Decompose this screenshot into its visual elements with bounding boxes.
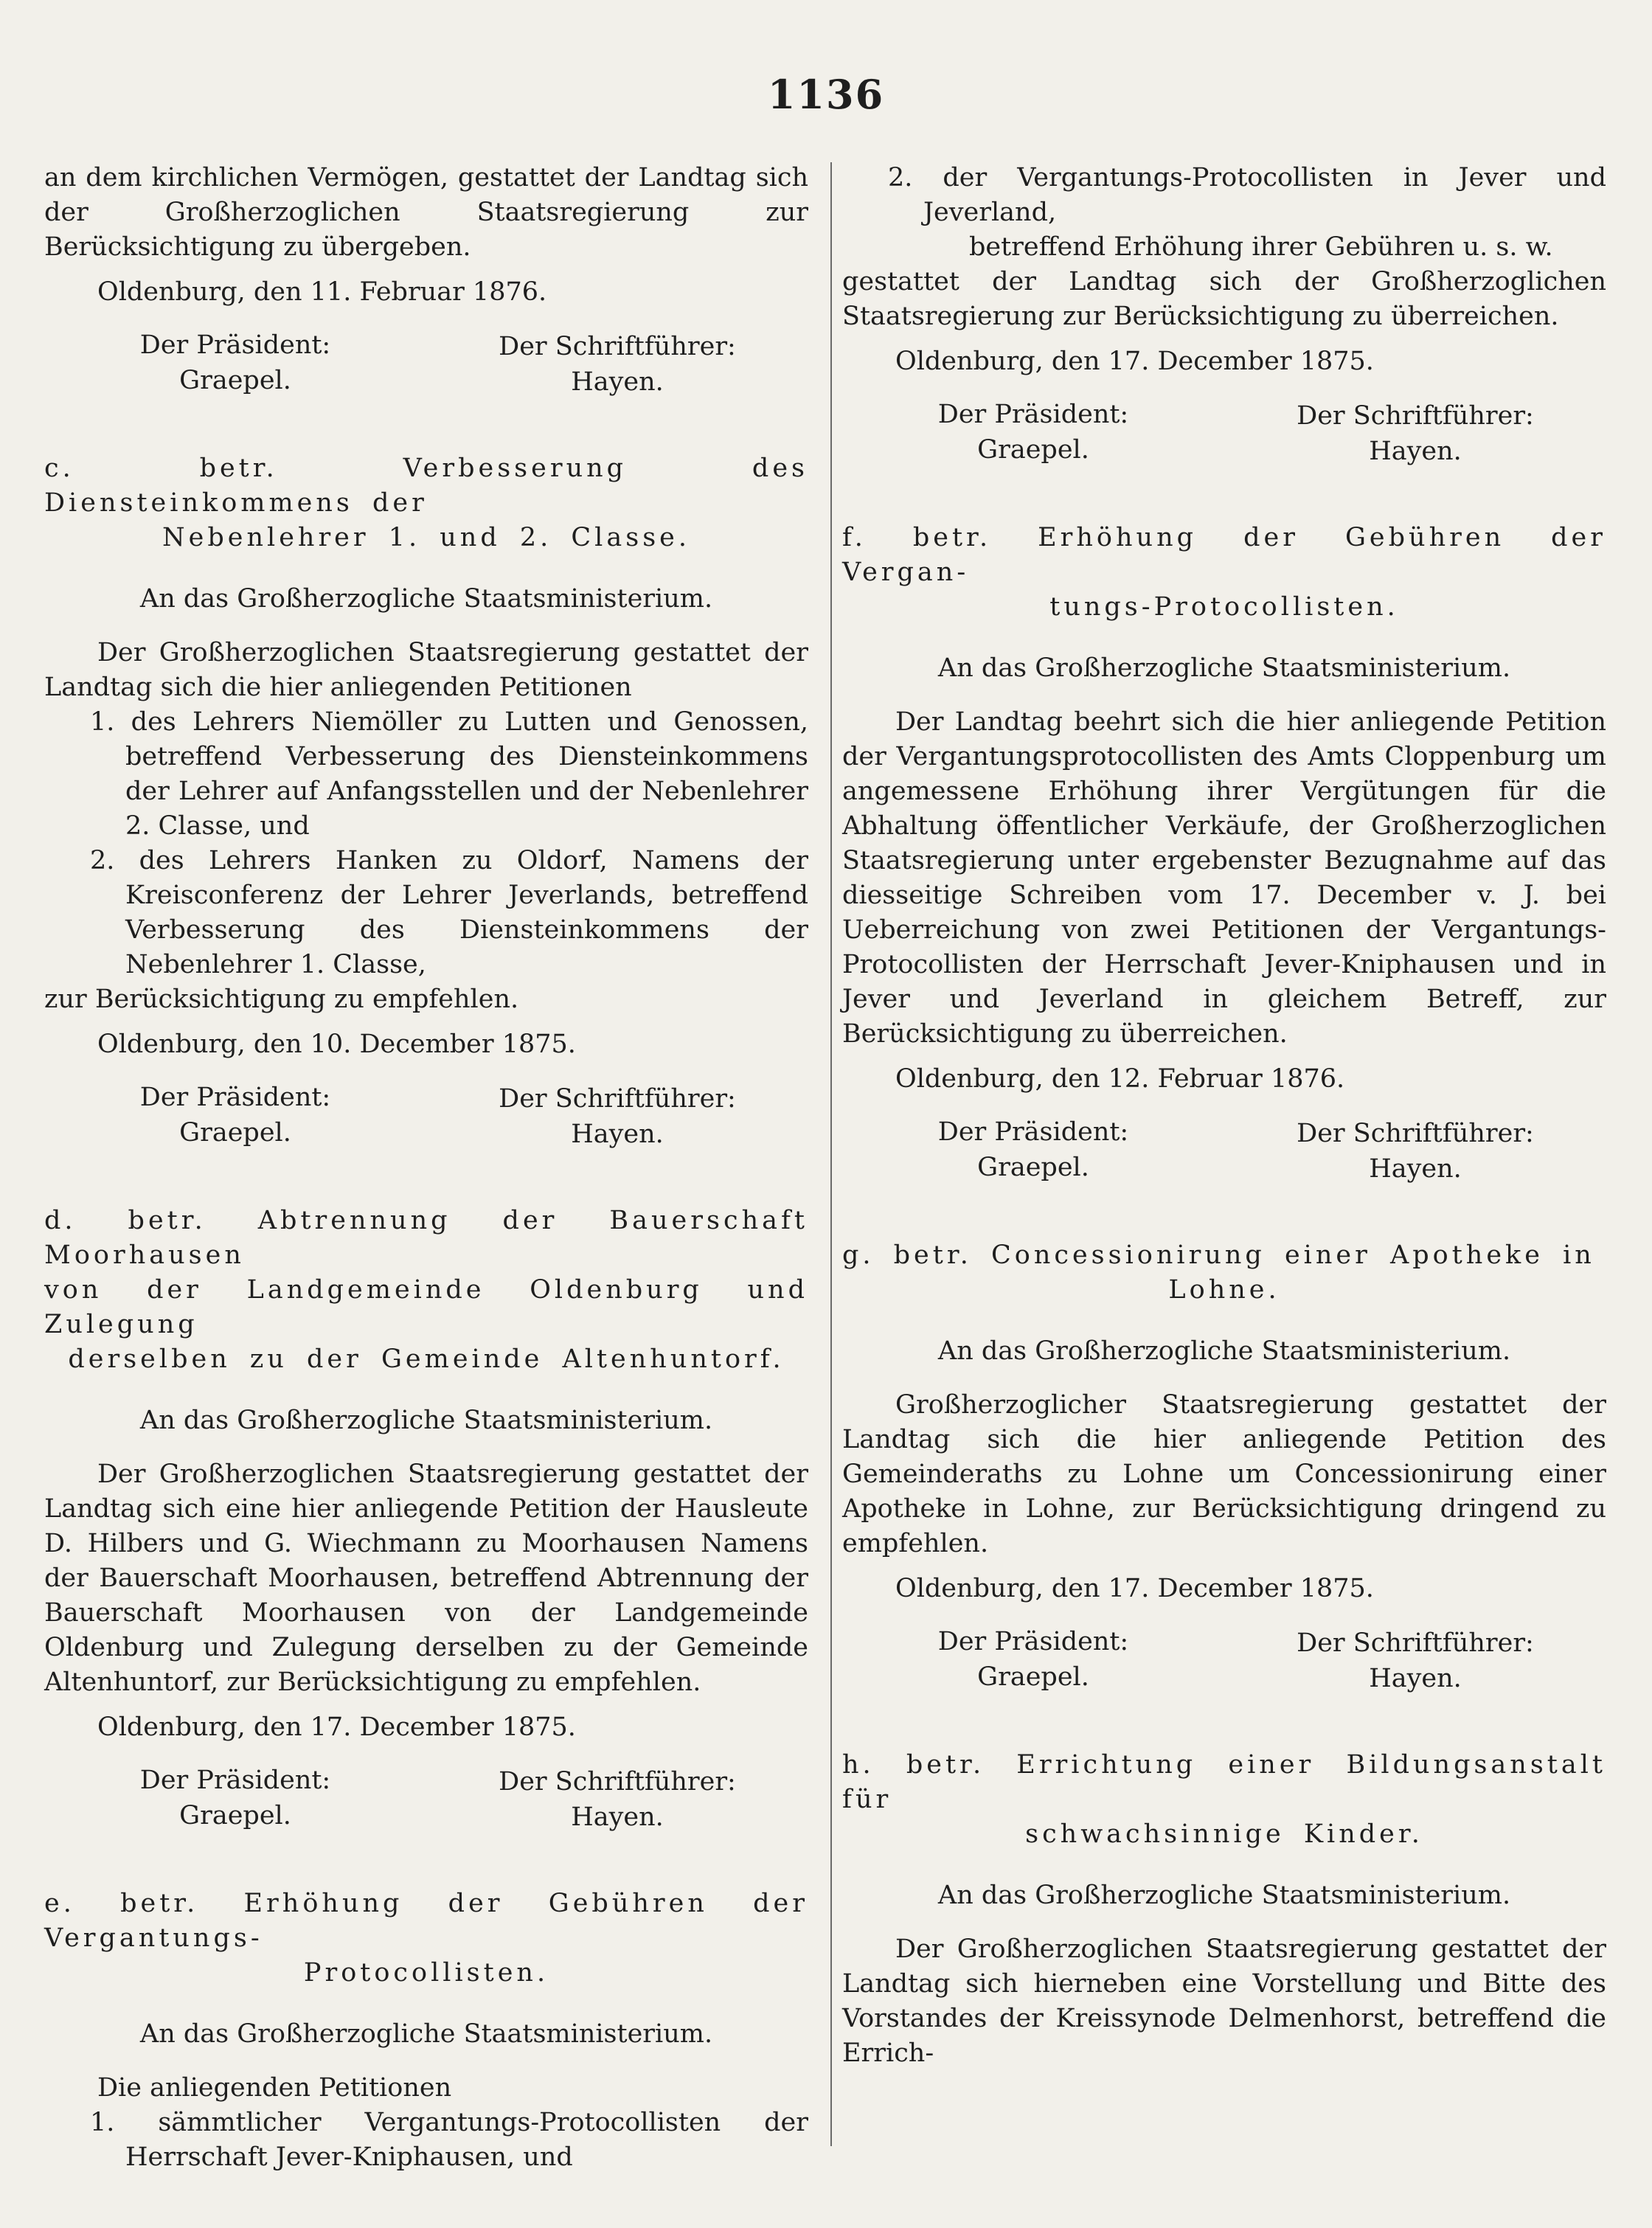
secretary-label: Der Schriftführer: (499, 332, 736, 361)
section-g-heading-2: Lohne. (1168, 1275, 1280, 1305)
section-e-heading-1: e. betr. Erhöhung der Gebühren der Vergantungs- (44, 1889, 808, 1953)
column-divider (830, 162, 832, 2146)
section-f-heading-2: tungs-Protocollisten. (1049, 592, 1399, 622)
section-f-date: Oldenburg, den 12. Februar 1876. (895, 1064, 1345, 1094)
section-g-heading-1: g. betr. Concessionirung einer Apotheke in (842, 1240, 1595, 1270)
president-block (44, 327, 426, 400)
secretary-label: Der Schriftführer: (1297, 1628, 1534, 1658)
president-block (44, 1763, 426, 1835)
intro-signatures (44, 327, 808, 400)
president-block (842, 1624, 1224, 1696)
page-number: 1136 (767, 71, 885, 118)
president-name: Graepel. (179, 1801, 291, 1830)
secretary-label: Der Schriftführer: (1297, 401, 1534, 431)
section-h-heading-1: h. betr. Errichtung einer Bildungsanstalt für (842, 1750, 1606, 1814)
secretary-block (426, 327, 808, 400)
section-e-signatures (842, 397, 1606, 469)
section-e-address: An das Großherzogliche Staatsministerium. (139, 2019, 713, 2049)
section-d-signatures (44, 1763, 808, 1835)
section-g-signatures (842, 1624, 1606, 1696)
section-d-text: Der Großherzoglichen Staatsregierung gestattet der Landtag sich eine hier anliegende Petition der Hausleute D. Hilbers und G. Wiechmann zu Moorhausen Namens der Bauerschaft Moorhausen, betreffend Abtrennung der Bauerschaft Moorhausen von der Landgemeinde Oldenburg und Zulegung derselben zu der Gemeinde Altenhuntorf, zur Berücksichtigung zu empfehlen. (44, 1460, 808, 1697)
section-c-signatures (44, 1080, 808, 1152)
president-name: Graepel. (179, 1118, 291, 1148)
section-c-heading-2: Nebenlehrer 1. und 2. Classe. (162, 523, 690, 552)
secretary-block (1224, 397, 1606, 469)
right-column (842, 161, 1606, 2071)
intro-text: an dem kirchlichen Vermögen, gestattet der Landtag sich der Großherzoglichen Staatsregierung zur Berücksichtigung zu übergeben. (44, 163, 808, 262)
president-label: Der Präsident: (139, 330, 331, 360)
section-d-heading-3: derselben zu der Gemeinde Altenhuntorf. (68, 1344, 785, 1374)
section-e (44, 1887, 808, 2175)
section-g-date: Oldenburg, den 17. December 1875. (895, 1574, 1374, 1603)
section-c-text: Der Großherzoglichen Staatsregierung gestattet der Landtag sich die hier anliegenden Petitionen (44, 638, 808, 702)
secretary-name: Hayen. (1369, 1664, 1462, 1693)
section-e-heading-2: Protocollisten. (303, 1958, 549, 1988)
president-label: Der Präsident: (937, 400, 1129, 429)
section-f-text: Der Landtag beehrt sich die hier anliegende Petition der Vergantungsprotocollisten des Amts Cloppenburg um angemessene Erhöhung ihrer Vergütungen für die Abhaltung öffentlicher Verkäufe, der Großherzoglichen Staatsregierung unter ergebenster Bezugnahme auf das diesseitige Schreiben vom 17. December v. J. bei Ueberreichung von zwei Petitionen der Vergantungs-Protocollisten der Herrschaft Jever-Kniphausen und in Jever und Jeverland in gleichem Betreff, zur Berücksichtigung zu überreichen. (842, 707, 1606, 1049)
section-f (842, 521, 1606, 1187)
section-e-item-2: 2. der Vergantungs-Protocollisten in Jever und Jeverland, (888, 163, 1606, 227)
section-e-date: Oldenburg, den 17. December 1875. (895, 347, 1374, 376)
intro-section (44, 161, 808, 400)
intro-date: Oldenburg, den 11. Februar 1876. (97, 277, 547, 307)
section-c-address: An das Großherzogliche Staatsministerium. (139, 584, 713, 614)
section-f-address: An das Großherzogliche Staatsministerium. (937, 653, 1511, 683)
section-d-address: An das Großherzogliche Staatsministerium. (139, 1406, 713, 1435)
section-e-item-1: 1. sämmtlicher Vergantungs-Protocollisten der Herrschaft Jever-Kniphausen, und (90, 2108, 808, 2172)
section-e-continued (842, 161, 1606, 469)
section-c (44, 451, 808, 1152)
president-label: Der Präsident: (139, 1766, 331, 1795)
section-h-text: Der Großherzoglichen Staatsregierung gestattet der Landtag sich hierneben eine Vorstellung und Bitte des Vorstandes der Kreissynode Delmenhorst, betreffend die Errich- (842, 1934, 1606, 2068)
section-c-heading-1: c. betr. Verbesserung des Diensteinkommens der (44, 454, 808, 518)
section-e-text: Die anliegenden Petitionen (97, 2073, 452, 2103)
president-block (842, 1114, 1224, 1187)
section-d-heading-2: von der Landgemeinde Oldenburg und Zulegung (44, 1275, 808, 1339)
section-g (842, 1238, 1606, 1696)
secretary-name: Hayen. (571, 1120, 664, 1149)
secretary-label: Der Schriftführer: (1297, 1119, 1534, 1148)
secretary-label: Der Schriftführer: (499, 1767, 736, 1797)
section-d-heading-1: d. betr. Abtrennung der Bauerschaft Moorhausen (44, 1206, 808, 1270)
section-h (842, 1748, 1606, 2071)
section-g-address: An das Großherzogliche Staatsministerium. (937, 1336, 1511, 1366)
president-name: Graepel. (977, 435, 1089, 465)
section-c-item-2: 2. des Lehrers Hanken zu Oldorf, Namens der Kreisconferenz der Lehrer Jeverlands, betreffend Verbesserung des Diensteinkommens der Nebenlehrer 1. Classe, (90, 846, 808, 979)
section-d-date: Oldenburg, den 17. December 1875. (97, 1712, 576, 1742)
secretary-label: Der Schriftführer: (499, 1084, 736, 1114)
section-f-signatures (842, 1114, 1606, 1187)
section-c-date: Oldenburg, den 10. December 1875. (97, 1030, 576, 1059)
president-label: Der Präsident: (937, 1627, 1129, 1656)
section-f-heading-1: f. betr. Erhöhung der Gebühren der Vergan- (842, 523, 1606, 587)
secretary-name: Hayen. (571, 367, 664, 397)
section-c-item-1: 1. des Lehrers Niemöller zu Lutten und Genossen, betreffend Verbesserung des Diensteinkommens der Lehrer auf Anfangsstellen und der Nebenlehrer 2. Classe, und (90, 707, 808, 841)
president-name: Graepel. (179, 366, 291, 395)
president-block (842, 397, 1224, 469)
president-block (44, 1080, 426, 1152)
section-h-heading-2: schwachsinnige Kinder. (1025, 1819, 1423, 1849)
secretary-block (426, 1763, 808, 1835)
left-column (44, 161, 808, 2175)
president-label: Der Präsident: (139, 1083, 331, 1112)
section-e-text-end: gestattet der Landtag sich der Großherzoglichen Staatsregierung zur Berücksichtigung zu überreichen. (842, 267, 1606, 331)
section-g-text: Großherzoglicher Staatsregierung gestattet der Landtag sich die hier anliegende Petition des Gemeinderaths zu Lohne um Concessionirung einer Apotheke in Lohne, zur Berücksichtigung dringend zu empfehlen. (842, 1390, 1606, 1558)
president-label: Der Präsident: (937, 1117, 1129, 1147)
section-c-text-end: zur Berücksichtigung zu empfehlen. (44, 985, 519, 1014)
president-name: Graepel. (977, 1662, 1089, 1692)
secretary-block (1224, 1624, 1606, 1696)
secretary-block (426, 1080, 808, 1152)
section-e-subject: betreffend Erhöhung ihrer Gebühren u. s. w. (969, 232, 1553, 262)
secretary-name: Hayen. (1369, 1154, 1462, 1184)
secretary-block (1224, 1114, 1606, 1187)
secretary-name: Hayen. (571, 1802, 664, 1832)
section-h-address: An das Großherzogliche Staatsministerium. (937, 1881, 1511, 1910)
president-name: Graepel. (977, 1153, 1089, 1182)
secretary-name: Hayen. (1369, 437, 1462, 466)
section-d (44, 1204, 808, 1835)
